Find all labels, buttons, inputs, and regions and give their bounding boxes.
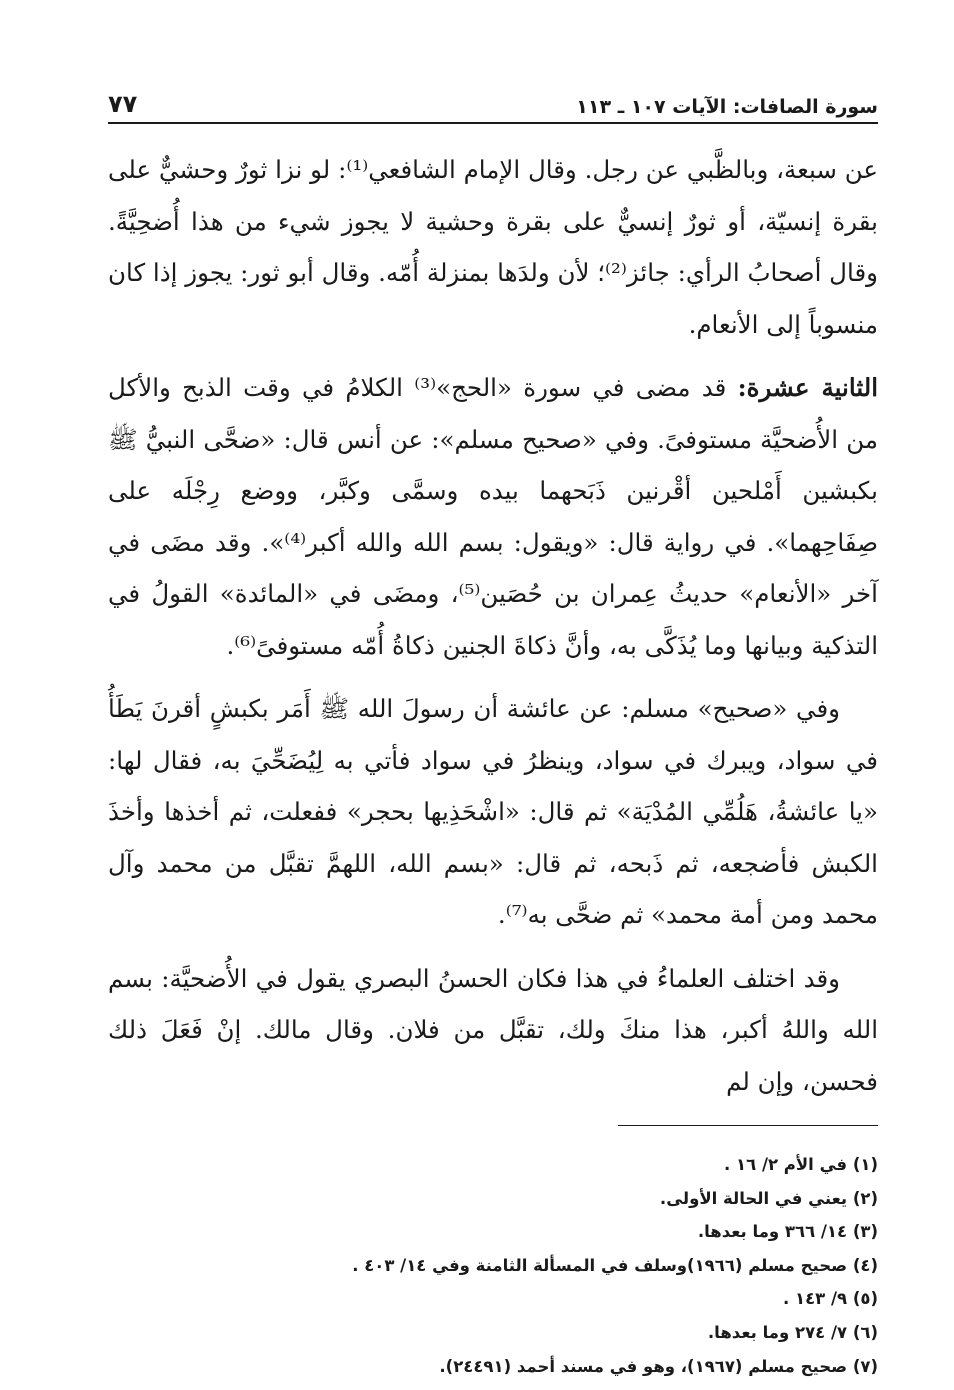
page-number: ٧٧ <box>108 90 138 118</box>
issue-heading: الثانية عشرة: <box>737 373 878 402</box>
paragraph <box>108 362 878 671</box>
footnote: (٦) ٧/ ٢٧٤ وما بعدها. <box>707 1322 878 1342</box>
footnote-separator <box>618 1125 878 1126</box>
footnote: (١) في الأم ٢/ ١٦ . <box>724 1155 878 1174</box>
running-header <box>108 82 878 124</box>
book-page <box>108 82 878 1383</box>
paragraph <box>108 953 878 1108</box>
paragraph-text: عن سبعة، وبالظَّبي عن رجل. وقال الإمام الشافعي⁽¹⁾: لو نزا ثورٌ وحشيٌّ على بقرة إنسيّة، أو ثورٌ إنسيٌّ على بقرة وحشية لا يجوز شيء من هذا أُضحِيَّةً. وقال أصحابُ الرأي: جائز⁽²⁾؛ لأن ولدَها بمنزلة أُمّه. وقال أبو ثور: يجوز إذا كان منسوباً إلى الأنعام. <box>108 155 879 339</box>
paragraph-text: قد مضى في سورة «الحج»⁽³⁾ الكلامُ في وقت الذبح والأكل من الأُضحيَّة مستوفىً. وفي «صحيح مسلم»: عن أنس قال: «ضحَّى النبيُّ ﷺ بكبشين أَمْلحين أقْرنين ذَبَحهما بيده وسمَّى وكبَّر، ووضع رِجْلَه على صِفَاحِهما». في رواية قال: «ويقول: بسم الله والله أكبر⁽⁴⁾». وقد مضَى في آخر «الأنعام» حديثُ عِمران بن حُصَين⁽⁵⁾، ومضَى في «المائدة» القولُ في التذكية وبيانها وما يُذَكَّى به، وأنَّ ذكاةَ الجنين ذكاةُ أُمّه مستوفىً⁽⁶⁾. <box>108 373 878 660</box>
body-text <box>108 144 878 1107</box>
footnote: (٥) ٩/ ١٤٣ . <box>782 1289 878 1309</box>
paragraph-text: وفي «صحيح» مسلم: عن عائشة أن رسولَ الله ﷺ أَمَر بكبشٍ أقرنَ يَطَأُ في سواد، ويبرك في سواد، وينظرُ في سواد فأتي به لِيُضَحِّيَ به، فقال لها: «يا عائشةُ، هَلُمِّي المُدْيَة» ثم قال: «اشْحَذِيها بحجر» ففعلت، ثم أخذها وأخذَ الكبش فأضجعه، ثم ذَبحه، ثم قال: «بسم الله، اللهمَّ تقبَّل من محمد وآل محمد ومن أمة محمد» ثم ضحَّى به⁽⁷⁾. <box>108 694 878 929</box>
footnote: (٢) يعني في الحالة الأولى. <box>659 1188 878 1208</box>
footnote: (٤) صحيح مسلم (١٩٦٦)وسلف في المسألة الثامنة وفي ١٤/ ٤٠٣ . <box>352 1255 878 1275</box>
paragraph <box>108 144 878 350</box>
footnote: (٧) صحيح مسلم (١٩٦٧)، وهو في مسند أحمد (٢٤٤٩١). <box>439 1356 878 1376</box>
header-title: سورة الصافات: الآيات ١٠٧ ـ ١١٣ <box>576 96 878 118</box>
footnotes-list <box>108 1148 878 1383</box>
footnote: (٣) ١٤/ ٣٦٦ وما بعدها. <box>697 1222 878 1242</box>
paragraph <box>108 683 878 941</box>
paragraph-text: وقد اختلف العلماءُ في هذا فكان الحسنُ البصري يقول في الأُضحيَّة: بسم الله واللهُ أكبر، هذا منكَ ولك، تقبَّل من فلان. وقال مالك. إنْ فَعَلَ ذلك فحسن، وإن لم <box>108 963 878 1096</box>
